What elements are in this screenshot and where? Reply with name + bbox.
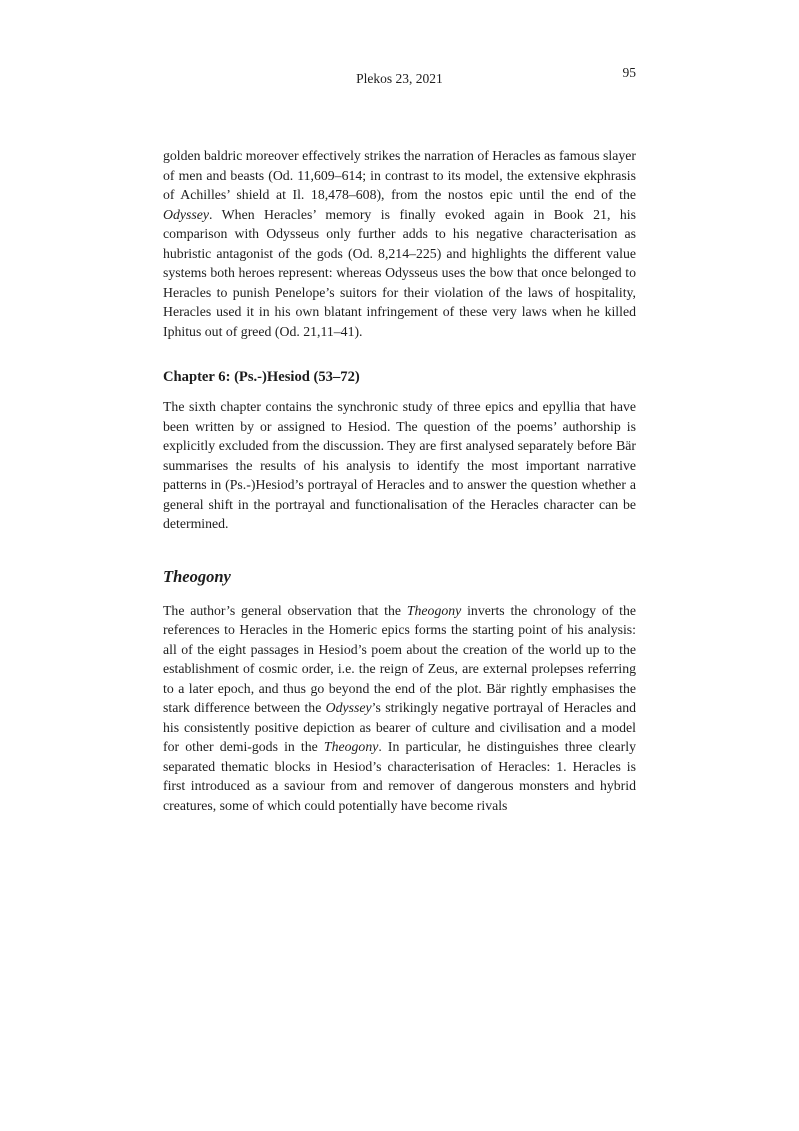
text-run: inverts the chronology of the references to Heracles in the Homeric epics forms the starting point of his analysis: all of the eight passages in Hesiod’s poem about the creation of the world up to the establishment of cosmic order, i.e. the reign of Zeus, are external prolepses referring to a later epoch, and thus go beyond the end of the plot. Bär rightly emphasises the stark difference between the [163,602,636,715]
paragraph-heracles-narration [163,146,636,341]
page-body [163,146,636,815]
text-run: The author’s general observation that the [163,602,407,618]
text-run: ’s strikingly negative portrayal of Heracles and his consistently positive depiction as bearer of culture and civilisation and a model for other demi-gods in the [163,700,636,754]
chapter-heading: Chapter 6: (Ps.-)Hesiod (53–72) [163,369,360,385]
text-run: The sixth chapter contains the synchronic study of three epics and epyllia that have been written by or assigned to Hesiod. The question of the poems’ authorship is explicitly excluded from the discussion. They are first analysed separately before Bär summarises the results of his analysis to identify the most important narrative patterns in (Ps.-)Hesiod’s portrayal of Heracles and to answer the question whether a general shift in the portrayal and functionalisation of the Heracles character can be determined. [163,399,636,531]
page-header [163,65,636,87]
paragraph-theogony-analysis [163,601,636,816]
italic-text-run: Odyssey [325,700,372,715]
italic-text-run: Theogony [406,602,462,618]
text-run: . In particular, he distinguishes three clearly separated thematic blocks in Hesiod’s characterisation of Heracles: 1. Heracles is first introduced as a saviour from and remover of dangerous monsters and hybrid creatures, some of which could potentially have become rivals [163,739,636,813]
italic-text-run: Odyssey [163,206,209,222]
text-run: . When Heracles’ memory is finally evoked again in Book 21, his comparison with Odysseus only further adds to his negative characterisation as hubristic antagonist of the gods (Od. 8,214–225) and highlights the different value systems both heroes represent: whereas Odysseus uses the bow that once belonged to Heracles to punish Penelope’s suitors for their violation of the laws of hospitality, Heracles used it in his own blatant infringement of these very laws when he killed Iphitus out of greed (Od. 21,11–41). [163,206,636,339]
paragraph-sixth-chapter [163,397,636,534]
journal-title: Plekos 23, 2021 [356,71,443,86]
page-number: 95 [622,65,636,80]
section-heading-theogony: Theogony [163,566,231,586]
text-run: golden baldric moreover effectively strikes the narration of Heracles as famous slayer of men and beasts (Od. 11,609–614; in contrast to its model, the extensive ekphrasis of Achilles’ shield at Il. 18,478–608), from the nostos epic until the end of the [163,148,636,202]
italic-text-run: Theogony [323,739,379,754]
